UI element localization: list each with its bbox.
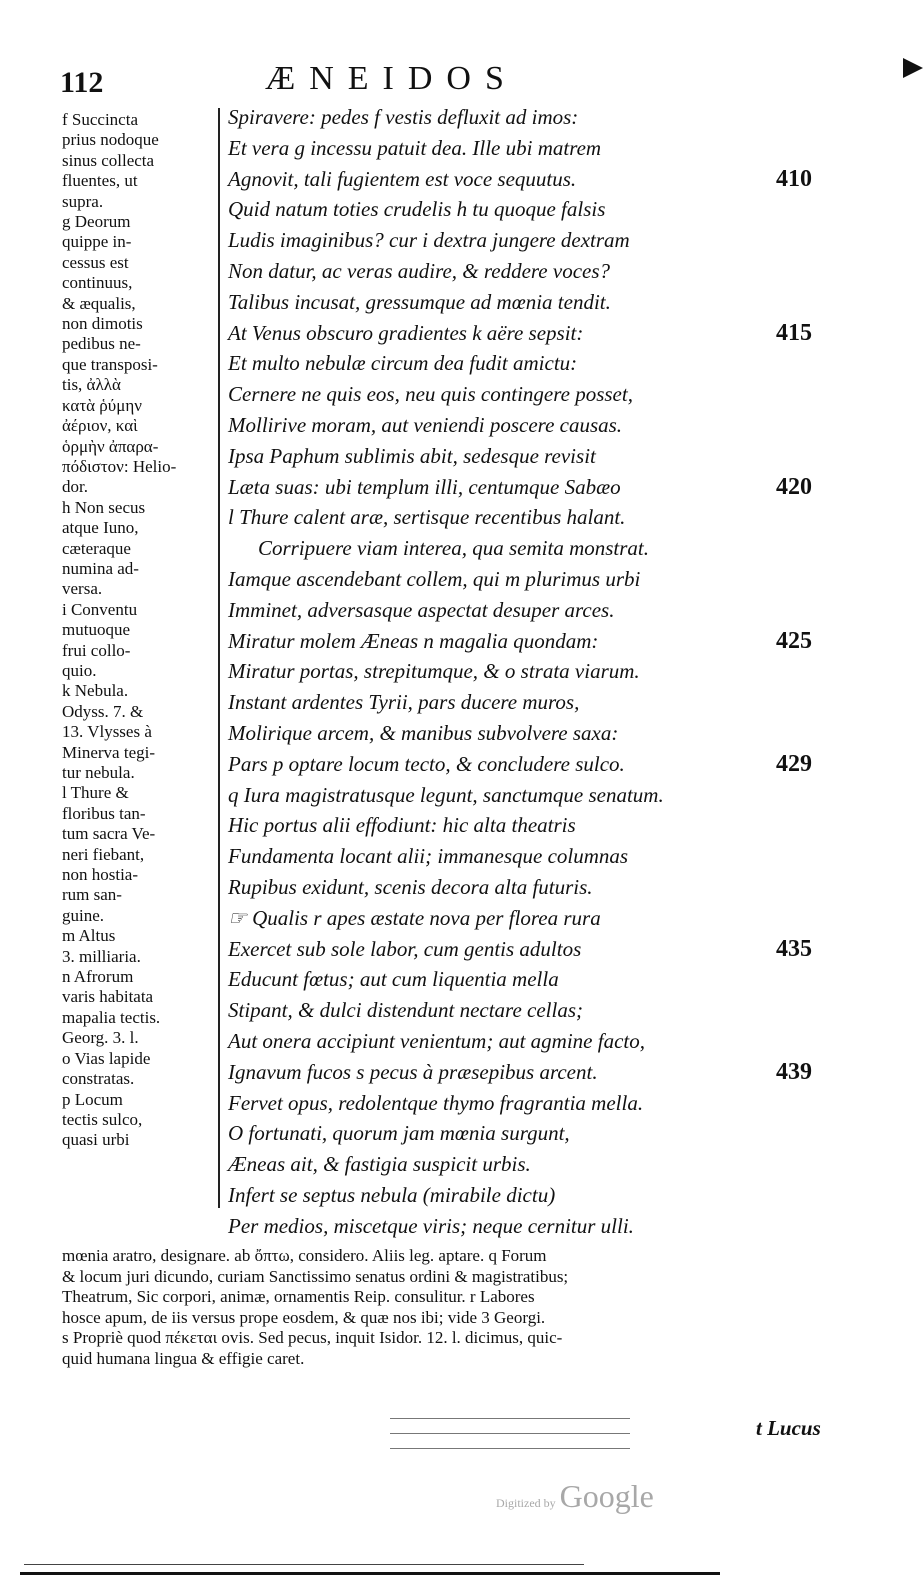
verse-line [228, 256, 828, 287]
page-edge-line [24, 1564, 584, 1565]
verse-line [228, 133, 828, 164]
verse-text: Iamque ascendebant collem, qui m plurimus urbi [228, 566, 641, 591]
verse-text: ☞ Qualis r apes æstate nova per florea rura [228, 905, 601, 930]
verse-number: 435 [776, 935, 812, 962]
margin-note-line: sinus collecta [62, 150, 155, 170]
verse-line [228, 287, 828, 318]
verse-text: At Venus obscuro gradientes k aëre sepsit: [228, 320, 584, 345]
verse-line [228, 1211, 828, 1242]
verse-number: 425 [776, 627, 812, 654]
margin-note-line: g Deorum [62, 212, 131, 232]
margin-note-line: tectis sulco, [62, 1109, 143, 1129]
margin-note-line: quasi urbi [62, 1130, 130, 1150]
verse-text: Et vera g incessu patuit dea. Ille ubi matrem [228, 135, 602, 160]
verse-line [228, 564, 828, 595]
verse-line [228, 225, 828, 256]
verse-line [228, 1057, 828, 1088]
footnotes [62, 1246, 842, 1369]
verse-line [228, 687, 828, 718]
margin-notes [62, 110, 210, 1151]
verse-number: 420 [776, 473, 812, 500]
margin-note-line: tis, ἀλλὰ [62, 375, 121, 395]
verse-text: l Thure calent aræ, sertisque recentibus halant. [228, 505, 626, 530]
margin-note-line: varis habitata [62, 987, 154, 1007]
verse-text: Miratur molem Æneas n magalia quondam: [228, 628, 599, 653]
verse-line [228, 872, 828, 903]
margin-note-line: rum san- [62, 885, 122, 905]
verse-line [228, 1118, 828, 1149]
margin-note-line: cessus est [62, 252, 129, 272]
margin-note-line: non dimotis [62, 314, 143, 334]
verse-text: Rupibus exidunt, scenis decora alta futuris. [228, 874, 593, 899]
margin-note-line: tur nebula. [62, 763, 135, 782]
verse-line [228, 472, 828, 503]
margin-note-line: & æqualis, [62, 293, 136, 313]
verse-line [228, 1026, 828, 1057]
verse-line [228, 102, 828, 133]
verse-line [228, 964, 828, 995]
verse-line [228, 1149, 828, 1180]
margin-note-line: constratas. [62, 1069, 135, 1089]
margin-note-line: mutuoque [62, 620, 130, 640]
margin-note-line: κατὰ ῥύμην [62, 395, 142, 415]
margin-note-line: fluentes, ut [62, 171, 138, 191]
footnote-line: quid humana lingua & effigie caret. [62, 1348, 305, 1368]
margin-note-line: o Vias lapide [62, 1048, 151, 1068]
verse-text: Stipant, & dulci distendunt nectare cellas; [228, 998, 583, 1023]
column-rule [218, 108, 220, 1208]
verse-text: Aut onera accipiunt venientum; aut agmine facto, [228, 1028, 645, 1053]
margin-note-line: quio. [62, 660, 97, 680]
margin-note-line: tum sacra Ve- [62, 824, 156, 844]
margin-note-line: Odyss. 7. & [62, 701, 144, 721]
verse-line [228, 164, 828, 195]
verse-text: O fortunati, quorum jam mœnia surgunt, [228, 1121, 570, 1146]
margin-note-line: 3. milliaria. [62, 946, 141, 966]
verse-text: Spiravere: pedes f vestis defluxit ad imos: [228, 105, 579, 129]
verse-number: 415 [776, 319, 812, 346]
verse-line [228, 318, 828, 349]
verse-line [228, 841, 828, 872]
footnote-line: mœnia aratro, designare. ab ὄπτω, considero. Aliis leg. aptare. q Forum [62, 1246, 547, 1265]
margin-note-line: prius nodoque [62, 130, 159, 150]
verse-text: Miratur portas, strepitumque, & o strata viarum. [228, 659, 640, 684]
verse-text: Ipsa Paphum sublimis abit, sedesque revisit [228, 443, 596, 468]
margin-note-line: i Conventu [62, 599, 138, 619]
corner-arrow-icon [903, 58, 923, 78]
page-bottom-rule [20, 1572, 720, 1575]
verse-line [228, 348, 828, 379]
verse-column [228, 102, 828, 1241]
verse-line [228, 194, 828, 225]
margin-note-line: pedibus ne- [62, 334, 141, 354]
verse-line [228, 995, 828, 1026]
verse-line [228, 1088, 828, 1119]
margin-note-line: floribus tan- [62, 803, 146, 823]
verse-text: Imminet, adversasque aspectat desuper arces. [228, 597, 615, 622]
verse-line [228, 533, 828, 564]
verse-line [228, 379, 828, 410]
watermark-brand: Google [559, 1478, 654, 1514]
margin-note-line: cæteraque [62, 538, 131, 558]
margin-note-line: guine. [62, 905, 105, 925]
verse-text: Educunt fœtus; aut cum liquentia mella [228, 967, 559, 992]
verse-text: Quid natum toties crudelis h tu quoque falsis [228, 197, 606, 222]
margin-note-line: h Non secus [62, 497, 146, 517]
footnote-line: Theatrum, Sic corpori, animæ, ornamentis Reip. consulitur. r Labores [62, 1287, 535, 1306]
footnote-line: hosce apum, de iis versus prope eosdem, & quæ nos ibi; vide 3 Georgi. [62, 1307, 546, 1327]
verse-text: Talibus incusat, gressumque ad mœnia tendit. [228, 289, 611, 314]
verse-line [228, 718, 828, 749]
verse-text: Agnovit, tali fugientem est voce sequutus. [228, 166, 577, 191]
margin-note-line: frui collo- [62, 640, 131, 660]
verse-text: Instant ardentes Tyrii, pars ducere muros, [228, 690, 580, 715]
verse-text: Molirique arcem, & manibus subvolvere saxa: [228, 720, 619, 745]
footnote-line: & locum juri dicundo, curiam Sanctissimo senatus ordini & magistratibus; [62, 1266, 569, 1286]
verse-text: Ludis imaginibus? cur i dextra jungere dextram [228, 228, 630, 253]
verse-number: 410 [776, 165, 812, 192]
margin-note-line: ὁρμὴν ἀπαρα- [62, 436, 159, 456]
verse-line [228, 502, 828, 533]
verse-text: Et multo nebulæ circum dea fudit amictu: [228, 351, 578, 376]
margin-note-line: atque Iuno, [62, 518, 139, 538]
verse-text: Fundamenta locant alii; immanesque columnas [228, 844, 629, 869]
margin-note-line: m Altus [62, 926, 116, 946]
verse-text: q Iura magistratusque legunt, sanctumque senatum. [228, 782, 664, 807]
verse-line [228, 1180, 828, 1211]
margin-note-line: numina ad- [62, 558, 139, 578]
verse-text: Exercet sub sole labor, cum gentis adultos [228, 936, 582, 961]
verse-line [228, 595, 828, 626]
verse-text: Æneas ait, & fastigia suspicit urbis. [228, 1152, 531, 1177]
running-title: ÆNEIDOS [265, 60, 518, 97]
verse-line [228, 441, 828, 472]
margin-note-line: continuus, [62, 273, 133, 293]
margin-note-line: Minerva tegi- [62, 742, 155, 762]
verse-line [228, 810, 828, 841]
verse-line [228, 780, 828, 811]
margin-note-line: p Locum [62, 1089, 123, 1109]
verse-text: Corripuere viam interea, qua semita monstrat. [258, 536, 650, 561]
margin-note-line: neri fiebant, [62, 844, 145, 864]
verse-line [228, 934, 828, 965]
margin-note-line: non hostia- [62, 865, 139, 885]
verse-text: Hic portus alii effodiunt: hic alta theatris [228, 813, 576, 838]
margin-note-line: quippe in- [62, 232, 132, 252]
verse-text: Læta suas: ubi templum illi, centumque Sabæo [228, 474, 621, 499]
margin-note-line: dor. [62, 477, 88, 497]
verse-line [228, 656, 828, 687]
verse-text: Pars p optare locum tecto, & concludere sulco. [228, 751, 625, 776]
margin-note-line: mapalia tectis. [62, 1007, 161, 1027]
watermark-prefix: Digitized by [496, 1496, 556, 1510]
margin-note-line: supra. [62, 191, 104, 211]
margin-note-line: versa. [62, 579, 103, 599]
verse-number: 429 [776, 750, 812, 777]
margin-note-line: πόδιστον: Helio- [62, 456, 177, 476]
verse-text: Mollirive moram, aut veniendi poscere causas. [228, 412, 623, 437]
verse-text: Cernere ne quis eos, neu quis contingere posset, [228, 382, 633, 407]
verse-line [228, 626, 828, 657]
margin-note-line: ἀέριον, καὶ [62, 416, 138, 436]
digitization-watermark [496, 1478, 654, 1515]
margin-note-line: n Afrorum [62, 967, 134, 987]
verse-line [228, 749, 828, 780]
verse-line [228, 410, 828, 441]
margin-note-line: que transposi- [62, 354, 158, 374]
catchword: t Lucus [756, 1416, 821, 1440]
verse-text: Infert se septus nebula (mirabile dictu) [228, 1182, 556, 1207]
verse-number: 439 [776, 1058, 812, 1085]
verse-text: Non datur, ac veras audire, & reddere voces? [228, 258, 611, 283]
page-number: 112 [60, 66, 104, 99]
verse-text: Fervet opus, redolentque thymo fragrantia mella. [228, 1090, 644, 1115]
margin-note-line: Georg. 3. l. [62, 1028, 139, 1048]
margin-note-line: 13. Vlysses à [62, 722, 152, 742]
footnote-line: s Propriè quod πέκεται ovis. Sed pecus, inquit Isidor. 12. l. dicimus, quic- [62, 1328, 563, 1347]
margin-note-line: l Thure & [62, 783, 129, 803]
verse-text: Per medios, miscetque viris; neque cernitur ulli. [228, 1213, 634, 1238]
margin-note-line: k Nebula. [62, 681, 129, 701]
margin-note-line: f Succincta [62, 110, 138, 129]
verse-text: Ignavum fucos s pecus à præsepibus arcent. [228, 1059, 598, 1084]
verse-line [228, 903, 828, 934]
